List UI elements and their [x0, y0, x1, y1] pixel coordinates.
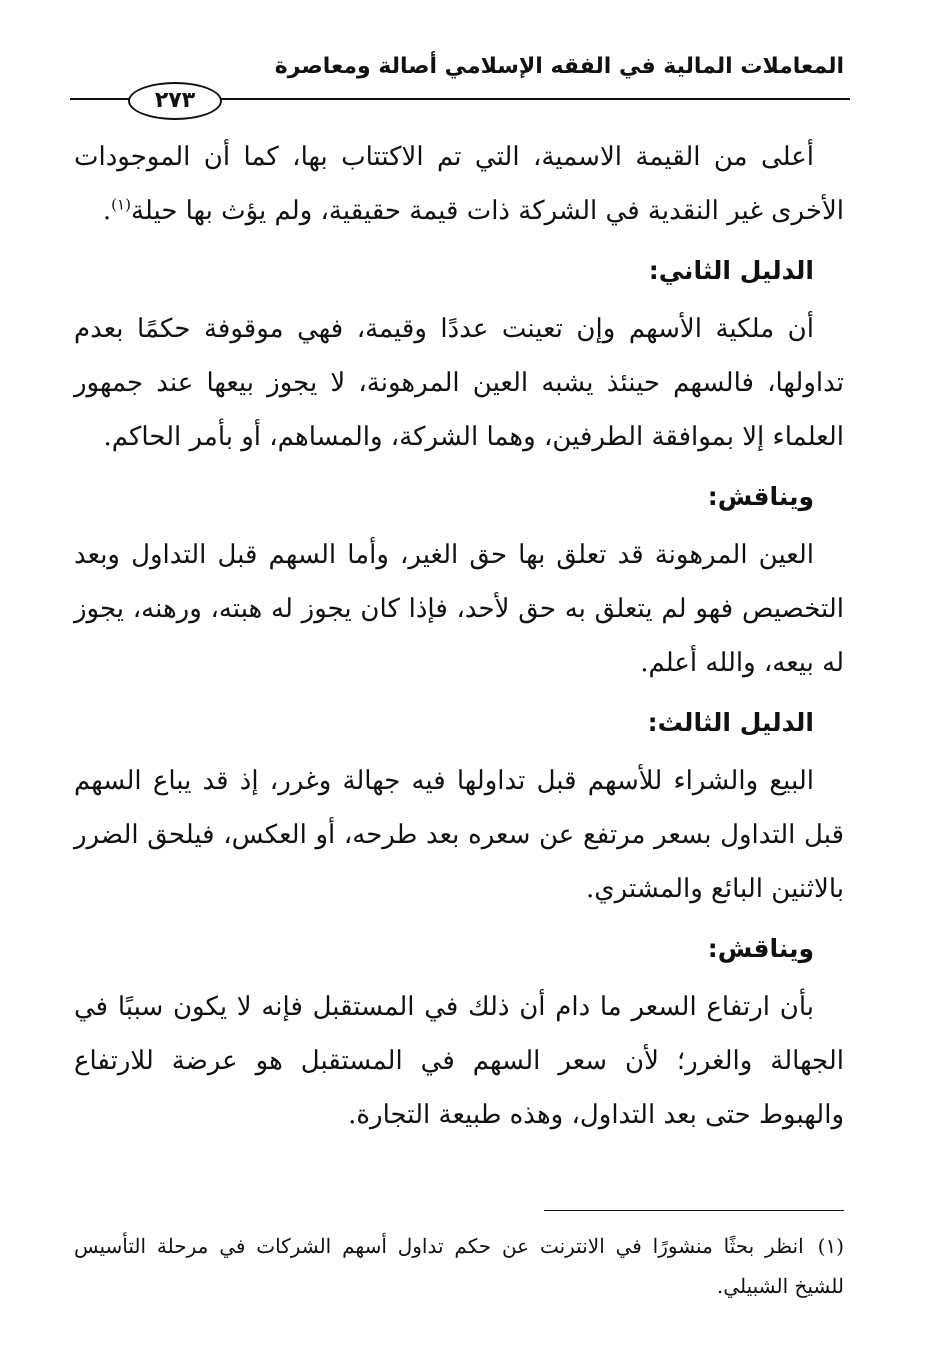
heading-discussion-1: ويناقش:	[707, 482, 814, 511]
running-header-title: المعاملات المالية في الفقه الإسلامي أصالة ومعاصرة	[274, 54, 844, 79]
paragraph-1-text: أعلى من القيمة الاسمية، التي تم الاكتتاب بها، كما أن الموجودات الأخرى غير النقدية في الشركة ذات قيمة حقيقية، ولم يؤث بها حيلة	[74, 142, 844, 226]
footnote-separator	[544, 1210, 844, 1211]
page-body	[74, 130, 844, 1142]
footnotes	[74, 1226, 844, 1306]
paragraph-2: أن ملكية الأسهم وإن تعينت عددًا وقيمة، فهي موقوفة حكمًا بعدم تداولها، فالسهم حينئذ يشبه العين المرهونة، لا يجوز بيعها عند جمهور العلماء إلا بموافقة الطرفين، وهما الشركة، والمساهم، أو بأمر الحاكم.	[74, 314, 844, 452]
page-number-badge: ٢٧٣	[128, 82, 222, 120]
heading-second-evidence: الدليل الثاني:	[648, 256, 814, 285]
paragraph-5: بأن ارتفاع السعر ما دام أن ذلك في المستقبل فإنه لا يكون سببًا في الجهالة والغرر؛ لأن سعر السهم في المستقبل هو عرضة للارتفاع والهبوط حتى بعد التداول، وهذه طبيعة التجارة.	[74, 992, 844, 1130]
footnote-1-marker: (١)	[817, 1234, 844, 1258]
footnote-1	[74, 1226, 844, 1306]
footnote-reference-1: (١)	[111, 195, 131, 214]
paragraph-1-end: .	[102, 196, 112, 226]
footnote-1-text: انظر بحثًا منشورًا في الانترنت عن حكم تداول أسهم الشركات في مرحلة التأسيس للشيخ الشبيلي.	[74, 1234, 844, 1298]
heading-discussion-2: ويناقش:	[707, 934, 814, 963]
paragraph-1	[74, 130, 844, 238]
paragraph-4: البيع والشراء للأسهم قبل تداولها فيه جهالة وغرر، إذ قد يباع السهم قبل التداول بسعر مرتفع عن سعره بعد طرحه، أو العكس، فيلحق الضرر بالاثنين البائع والمشتري.	[74, 766, 845, 904]
heading-third-evidence: الدليل الثالث:	[647, 708, 814, 737]
paragraph-3: العين المرهونة قد تعلق بها حق الغير، وأما السهم قبل التداول وبعد التخصيص فهو لم يتعلق به حق لأحد، فإذا كان يجوز له هبته، ورهنه، يجوز له بيعه، والله أعلم.	[74, 540, 844, 678]
